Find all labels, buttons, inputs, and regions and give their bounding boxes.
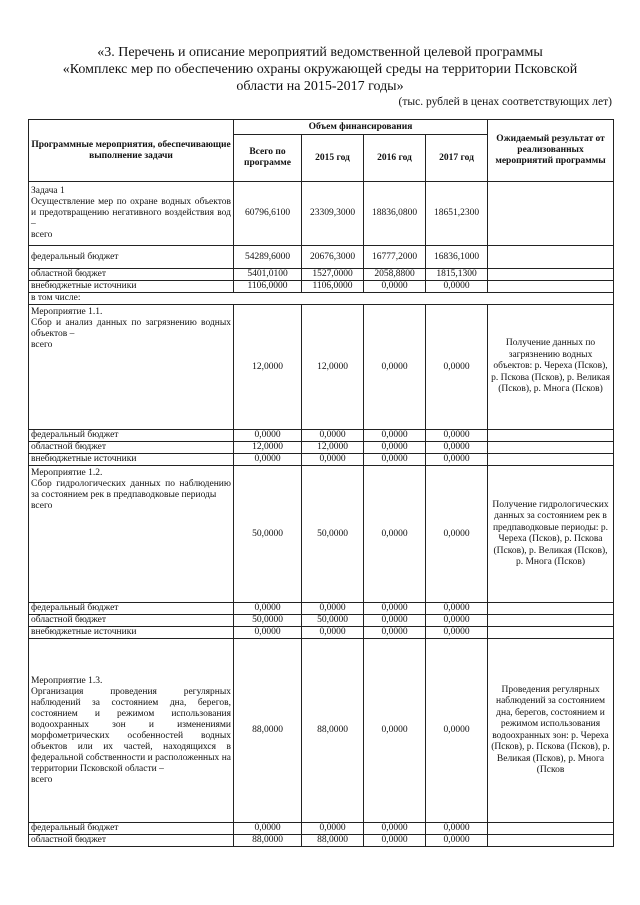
cell-result bbox=[488, 615, 614, 627]
measure-2016: 0,0000 bbox=[364, 466, 426, 603]
cell-total: 0,0000 bbox=[234, 430, 302, 442]
cell-2017: 16836,1000 bbox=[426, 246, 488, 269]
task-2015: 23309,3000 bbox=[302, 182, 364, 246]
header-2017: 2017 год bbox=[426, 135, 488, 182]
cell-2016: 0,0000 bbox=[364, 454, 426, 466]
table-row bbox=[29, 603, 614, 615]
measure-result: Получение данных по загрязнению водных объектов: р. Череха (Псков), р. Пскова (Псков), р. Великая (Псков), р. Многа (Псков) bbox=[488, 305, 614, 430]
measure-all-label: всего bbox=[31, 501, 53, 511]
header-2015: 2015 год bbox=[302, 135, 364, 182]
cell-2017: 0,0000 bbox=[426, 454, 488, 466]
cell-2016: 0,0000 bbox=[364, 835, 426, 847]
measure-2015: 88,0000 bbox=[302, 639, 364, 823]
cell-2015: 0,0000 bbox=[302, 454, 364, 466]
task-2017: 18651,2300 bbox=[426, 182, 488, 246]
measure-all-label: всего bbox=[31, 340, 53, 350]
cell-total: 12,0000 bbox=[234, 442, 302, 454]
table-row bbox=[29, 639, 614, 823]
cell-result bbox=[488, 823, 614, 835]
cell-2017: 0,0000 bbox=[426, 603, 488, 615]
cell-2017: 0,0000 bbox=[426, 430, 488, 442]
measure-cell bbox=[29, 305, 234, 430]
header-total: Всего по программе bbox=[234, 135, 302, 182]
measure-result: Проведения регулярных наблюдений за состоянием дна, берегов, состоянием и режимом использования водоохранных зон: р. Череха (Псков), р. Пскова (Псков), р. Великая (Псков), р. Многа (Псков bbox=[488, 639, 614, 823]
document-title-line-1: «3. Перечень и описание мероприятий ведомственной целевой программы bbox=[97, 45, 543, 60]
cell-2015: 1106,0000 bbox=[302, 281, 364, 293]
measure-2017: 0,0000 bbox=[426, 639, 488, 823]
task-label: Задача 1 bbox=[31, 186, 65, 196]
measure-description: Сбор и анализ данных по загрязнению водных объектов – bbox=[31, 318, 231, 339]
measure-all-label: всего bbox=[31, 774, 53, 785]
task-result bbox=[488, 182, 614, 246]
measure-label: Мероприятие 1.2. bbox=[31, 468, 103, 478]
measure-label: Мероприятие 1.3. bbox=[31, 675, 103, 686]
cell-total: 0,0000 bbox=[234, 603, 302, 615]
table-row bbox=[29, 293, 614, 305]
measure-total: 88,0000 bbox=[234, 639, 302, 823]
cell-2015: 12,0000 bbox=[302, 442, 364, 454]
table-row bbox=[29, 430, 614, 442]
measure-2017: 0,0000 bbox=[426, 305, 488, 430]
measure-description: Сбор гидрологических данных по наблюдению за состоянием рек в предпаводковые периоды bbox=[31, 479, 231, 500]
cell-2017: 1815,1300 bbox=[426, 269, 488, 281]
cell-2017: 0,0000 bbox=[426, 627, 488, 639]
cell-total: 1106,0000 bbox=[234, 281, 302, 293]
units-note: (тыс. рублей в ценах соответствующих лет) bbox=[398, 96, 612, 108]
cell-2016: 0,0000 bbox=[364, 603, 426, 615]
cell-result bbox=[488, 454, 614, 466]
row-label: областной бюджет bbox=[29, 269, 234, 281]
table-row bbox=[29, 281, 614, 293]
table-row bbox=[29, 615, 614, 627]
row-label: областной бюджет bbox=[29, 835, 234, 847]
cell-total: 0,0000 bbox=[234, 627, 302, 639]
program-measures-table bbox=[28, 119, 614, 847]
cell-2016: 0,0000 bbox=[364, 627, 426, 639]
header-result: Ожидаемый результат от реализованных мероприятий программы bbox=[488, 120, 614, 182]
cell-total: 54289,6000 bbox=[234, 246, 302, 269]
cell-2016: 16777,2000 bbox=[364, 246, 426, 269]
row-label: федеральный бюджет bbox=[29, 430, 234, 442]
row-label: областной бюджет bbox=[29, 442, 234, 454]
cell-2017: 0,0000 bbox=[426, 615, 488, 627]
table-row bbox=[29, 246, 614, 269]
row-label: федеральный бюджет bbox=[29, 246, 234, 269]
table-row bbox=[29, 269, 614, 281]
including-label: в том числе: bbox=[29, 293, 614, 305]
cell-2015: 88,0000 bbox=[302, 835, 364, 847]
table-row bbox=[29, 442, 614, 454]
cell-2016: 0,0000 bbox=[364, 430, 426, 442]
task-all-label: всего bbox=[31, 230, 53, 240]
cell-2016: 0,0000 bbox=[364, 442, 426, 454]
table-row bbox=[29, 466, 614, 603]
cell-2015: 50,0000 bbox=[302, 615, 364, 627]
cell-result bbox=[488, 835, 614, 847]
header-2016: 2016 год bbox=[364, 135, 426, 182]
cell-total: 88,0000 bbox=[234, 835, 302, 847]
cell-2015: 20676,3000 bbox=[302, 246, 364, 269]
cell-2017: 0,0000 bbox=[426, 835, 488, 847]
row-label: областной бюджет bbox=[29, 615, 234, 627]
measure-label: Мероприятие 1.1. bbox=[31, 307, 103, 317]
measure-description: Организация проведения регулярных наблюдений за состоянием дна, берегов, состоянием и режимом использования водоохранных зон и изменениями морфометрических особенностей водных объектов или их частей, находящихся в федеральной собственности и расположенных на территории Псковской области – bbox=[31, 686, 231, 774]
measure-result: Получение гидрологических данных за состоянием рек в предпаводковые периоды: р. Череха (Псков), р. Пскова (Псков), р. Великая (Псков), р. Многа (Псков) bbox=[488, 466, 614, 603]
measure-2015: 50,0000 bbox=[302, 466, 364, 603]
cell-result bbox=[488, 281, 614, 293]
cell-2015: 0,0000 bbox=[302, 823, 364, 835]
cell-total: 0,0000 bbox=[234, 454, 302, 466]
task-total: 60796,6100 bbox=[234, 182, 302, 246]
measure-cell bbox=[29, 639, 234, 823]
cell-total: 5401,0100 bbox=[234, 269, 302, 281]
task-description: Осуществление мер по охране водных объектов и предотвращению негативного воздействия вод – bbox=[31, 197, 231, 229]
measure-2016: 0,0000 bbox=[364, 639, 426, 823]
row-label: внебюджетные источники bbox=[29, 281, 234, 293]
cell-2016: 0,0000 bbox=[364, 823, 426, 835]
header-funding: Объем финансирования bbox=[234, 120, 488, 135]
table-row bbox=[29, 835, 614, 847]
table-row bbox=[29, 823, 614, 835]
cell-total: 0,0000 bbox=[234, 823, 302, 835]
table-row bbox=[29, 454, 614, 466]
row-label: внебюджетные источники bbox=[29, 627, 234, 639]
measure-total: 50,0000 bbox=[234, 466, 302, 603]
cell-2017: 0,0000 bbox=[426, 281, 488, 293]
measure-2016: 0,0000 bbox=[364, 305, 426, 430]
cell-2016: 0,0000 bbox=[364, 281, 426, 293]
cell-2015: 1527,0000 bbox=[302, 269, 364, 281]
row-label: внебюджетные источники bbox=[29, 454, 234, 466]
measure-cell bbox=[29, 466, 234, 603]
cell-result bbox=[488, 246, 614, 269]
task-cell bbox=[29, 182, 234, 246]
cell-2015: 0,0000 bbox=[302, 603, 364, 615]
document-title-line-3: области на 2015-2017 годы» bbox=[236, 79, 404, 94]
table-row bbox=[29, 305, 614, 430]
cell-2015: 0,0000 bbox=[302, 627, 364, 639]
table-row bbox=[29, 182, 614, 246]
row-label: федеральный бюджет bbox=[29, 823, 234, 835]
header-measures: Программные мероприятия, обеспечивающие выполнение задачи bbox=[29, 120, 234, 182]
cell-2017: 0,0000 bbox=[426, 823, 488, 835]
measure-2017: 0,0000 bbox=[426, 466, 488, 603]
cell-2016: 2058,8800 bbox=[364, 269, 426, 281]
cell-result bbox=[488, 430, 614, 442]
measure-2015: 12,0000 bbox=[302, 305, 364, 430]
cell-2015: 0,0000 bbox=[302, 430, 364, 442]
task-2016: 18836,0800 bbox=[364, 182, 426, 246]
cell-result bbox=[488, 269, 614, 281]
measure-total: 12,0000 bbox=[234, 305, 302, 430]
cell-2016: 0,0000 bbox=[364, 615, 426, 627]
cell-result bbox=[488, 442, 614, 454]
cell-result bbox=[488, 627, 614, 639]
cell-result bbox=[488, 603, 614, 615]
cell-2017: 0,0000 bbox=[426, 442, 488, 454]
table-row bbox=[29, 627, 614, 639]
cell-total: 50,0000 bbox=[234, 615, 302, 627]
document-title-line-2: «Комплекс мер по обеспечению охраны окружающей среды на территории Псковской bbox=[62, 62, 578, 77]
row-label: федеральный бюджет bbox=[29, 603, 234, 615]
